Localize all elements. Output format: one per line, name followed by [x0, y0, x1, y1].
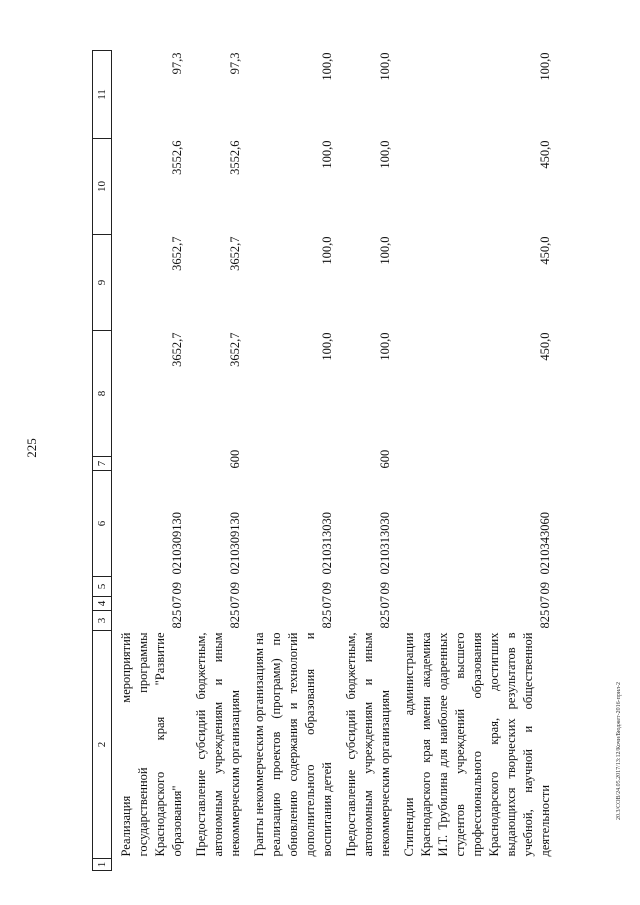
- rotated-page-content: [92, 51, 602, 871]
- section-code: 07: [228, 596, 242, 609]
- header-cell: 11: [93, 51, 112, 139]
- page-number: 225: [23, 438, 39, 458]
- expense-type-code: [395, 457, 555, 471]
- section-code: 07: [378, 596, 392, 609]
- subsection-code: 09: [538, 582, 552, 595]
- header-cell: 4: [93, 597, 112, 611]
- section-code: 07: [538, 596, 552, 609]
- expense-type-code: [112, 457, 188, 471]
- header-cell: 9: [93, 235, 112, 331]
- col10-value: 3552,6: [228, 140, 242, 175]
- col11-value: 100,0: [538, 52, 552, 81]
- row-index-cell: [337, 859, 395, 871]
- col10-value: 3552,6: [170, 140, 184, 175]
- col8-value: 3652,7: [170, 332, 184, 367]
- table-row: [395, 51, 555, 871]
- row-index-cell: [395, 859, 555, 871]
- table-header-row: [93, 51, 112, 871]
- header-cell: 1: [93, 859, 112, 871]
- col8-value: 100,0: [320, 332, 334, 361]
- target-article-code: 0210309130: [228, 512, 242, 575]
- col8-value: 100,0: [378, 332, 392, 361]
- col11-value: 97,3: [170, 52, 184, 75]
- col11-value: 97,3: [228, 52, 242, 75]
- header-cell: 7: [93, 457, 112, 471]
- row-index-cell: [245, 859, 337, 871]
- target-article-code: 0210313030: [378, 512, 392, 575]
- header-cell: 5: [93, 577, 112, 597]
- row-name: Предоставление субсидий бюджетным, автономным учреждениям и иным некоммерческим организациям: [194, 632, 242, 857]
- subsection-code: 09: [320, 582, 334, 595]
- col11-value: 100,0: [320, 52, 334, 81]
- subsection-code: 09: [170, 582, 184, 595]
- ministry-code: 825: [228, 609, 242, 629]
- ministry-code: 825: [170, 609, 184, 629]
- target-article-code: 0210343060: [538, 512, 552, 575]
- target-article-code: 0210309130: [170, 512, 184, 575]
- row-name: Предоставление субсидий бюджетным, автономным учреждениям и иным некоммерческим организациям: [344, 632, 392, 857]
- expense-type-code: 600: [228, 449, 242, 469]
- target-article-code: 0210313030: [320, 512, 334, 575]
- section-code: 07: [170, 596, 184, 609]
- budget-table: [92, 50, 555, 871]
- subsection-code: 09: [228, 582, 242, 595]
- side-stamp: 20.3/СОВ/24.05.2017/13:12/Кочи/Бюджет-2016-прил-2: [616, 681, 622, 820]
- col9-value: 450,0: [538, 236, 552, 265]
- row-name: Реализация мероприятий государственной программы Краснодарского края "Развитие образования": [119, 632, 184, 857]
- row-index-cell: [187, 859, 245, 871]
- header-cell: 3: [93, 611, 112, 631]
- header-cell: 8: [93, 331, 112, 457]
- col10-value: 100,0: [378, 140, 392, 169]
- header-cell: 6: [93, 471, 112, 577]
- expense-type-code: [245, 457, 337, 471]
- subsection-code: 09: [378, 582, 392, 595]
- col8-value: 450,0: [538, 332, 552, 361]
- ministry-code: 825: [538, 609, 552, 629]
- header-cell: 10: [93, 139, 112, 235]
- row-name: Гранты некоммерческим организациям на реализацию проектов (программ) по обновлению содержания и технологий дополнительного образования и воспитания детей: [252, 632, 334, 857]
- col8-value: 3652,7: [228, 332, 242, 367]
- col9-value: 3652,7: [228, 236, 242, 271]
- table-row: [245, 51, 337, 871]
- col9-value: 100,0: [320, 236, 334, 265]
- row-name: Стипендии администрации Краснодарского края имени академика И.Т. Трубилина для наиболее одаренных студентов учреждений высшего профессионального образования Краснодарского края, достигших выдающихся творческих результатов в учебной, научной и общественной деятельности: [402, 632, 552, 857]
- col11-value: 100,0: [378, 52, 392, 81]
- col10-value: 450,0: [538, 140, 552, 169]
- col10-value: 100,0: [320, 140, 334, 169]
- ministry-code: 825: [320, 609, 334, 629]
- header-cell: 2: [93, 631, 112, 859]
- table-row: [337, 51, 395, 871]
- table-row: [187, 51, 245, 871]
- section-code: 07: [320, 596, 334, 609]
- col9-value: 3652,7: [170, 236, 184, 271]
- row-index-cell: [112, 859, 188, 871]
- table-row: [112, 51, 188, 871]
- expense-type-code: 600: [378, 449, 392, 469]
- ministry-code: 825: [378, 609, 392, 629]
- col9-value: 100,0: [378, 236, 392, 265]
